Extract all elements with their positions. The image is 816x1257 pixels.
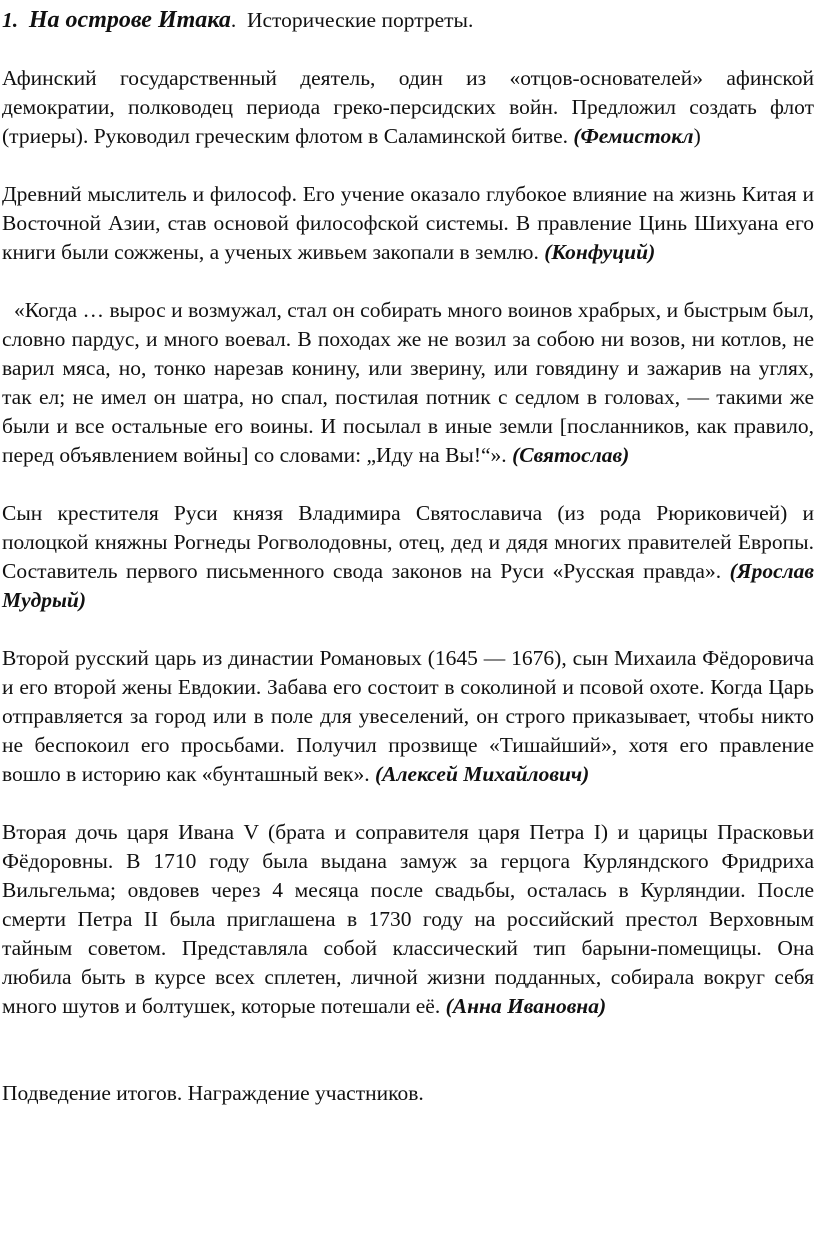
document-page xyxy=(2,6,814,1108)
portrait-text: Сын крестителя Руси князя Владимира Святославича (из рода Рюриковичей) и полоцкой княжны Рогнеды Рогволодовны, отец, дед и дядя многих правителей Европы. Составитель первого письменного свода законов на Руси «Русская правда». xyxy=(2,501,814,583)
spacer xyxy=(2,615,814,644)
portrait-text: Вторая дочь царя Ивана V (брата и соправителя царя Петра I) и царицы Прасковьи Фёдоровны. В 1710 году была выдана замуж за герцога Курляндского Фридриха Вильгельма; овдовев через 4 месяца после свадьбы, осталась в Курляндии. После смерти Петра II была приглашена в 1730 году на российский престол Верховным тайным советом. Представляла собой классический тип барыни-помещицы. Она любила быть в курсе всех сплетен, личной жизни подданных, собирала вокруг себя много шутов и болтушек, которые потешали её. xyxy=(2,820,814,1018)
section-title: На острове Итака xyxy=(28,7,231,33)
portrait-answer: (Конфуций) xyxy=(544,240,656,264)
portrait-paragraph-alexei xyxy=(2,644,814,789)
spacer xyxy=(2,267,814,296)
section-subtitle: Исторические портреты. xyxy=(246,8,474,32)
portrait-answer: (Ярослав Мудрый) xyxy=(2,559,814,612)
portrait-answer: (Святослав) xyxy=(512,443,630,467)
title-separator: . xyxy=(230,8,237,32)
portrait-paragraph-anna xyxy=(2,818,814,1021)
portrait-text: «Когда … вырос и возмужал, стал он собирать много воинов храбрых, и быстрым был, словно пардус, и много воевал. В походах же не возил за собою ни возов, ни котлов, не варил мяса, но, тонко нарезав конину, или зверину, или говядину и зажарив на углях, так ел; не имел он шатра, но спал, постилая потник с седлом в головах, — такими же были и все остальные его воины. И посылал в иные земли [посланников, как правило, перед объявлением войны] со словами: „Иду на Вы!“». xyxy=(2,298,814,467)
portrait-text: Второй русский царь из династии Романовых (1645 — 1676), сын Михаила Фёдоровича и его второй жены Евдокии. Забава его состоит в соколиной и псовой охоте. Когда Царь отправляется за город или в поле для увеселений, он строго приказывает, чтобы никто не беспокоил его просьбами. Получил прозвище «Тишайший», хотя его правление вошло в историю как «бунташный век». xyxy=(2,646,814,786)
portrait-paragraph-svyatoslav xyxy=(2,296,814,470)
portrait-answer-tail: ) xyxy=(693,124,701,148)
spacer xyxy=(2,151,814,180)
portrait-answer: (Анна Ивановна) xyxy=(445,994,607,1018)
portrait-paragraph-themistocles xyxy=(2,64,814,151)
spacer xyxy=(2,789,814,818)
portrait-text: Древний мыслитель и философ. Его учение оказало глубокое влияние на жизнь Китая и Восточной Азии, став основой философской системы. В правление Цинь Шихуана его книги были сожжены, а ученых живьем закопали в землю. xyxy=(2,182,814,264)
spacer xyxy=(2,1021,814,1079)
portrait-paragraph-yaroslav xyxy=(2,499,814,615)
section-number: 1. xyxy=(2,8,19,32)
portrait-paragraph-confucius xyxy=(2,180,814,267)
spacer xyxy=(2,470,814,499)
spacer xyxy=(2,35,814,64)
portrait-answer: (Алексей Михайлович) xyxy=(375,762,590,786)
section-heading xyxy=(2,6,814,35)
portrait-answer: (Фемистокл xyxy=(573,124,694,148)
portrait-text: Афинский государственный деятель, один из «отцов-основателей» афинской демократии, полководец периода греко-персидских войн. Предложил создать флот (триеры). Руководил греческим флотом в Саламинской битве. xyxy=(2,66,814,148)
closing-line: Подведение итогов. Награждение участников. xyxy=(2,1081,424,1105)
